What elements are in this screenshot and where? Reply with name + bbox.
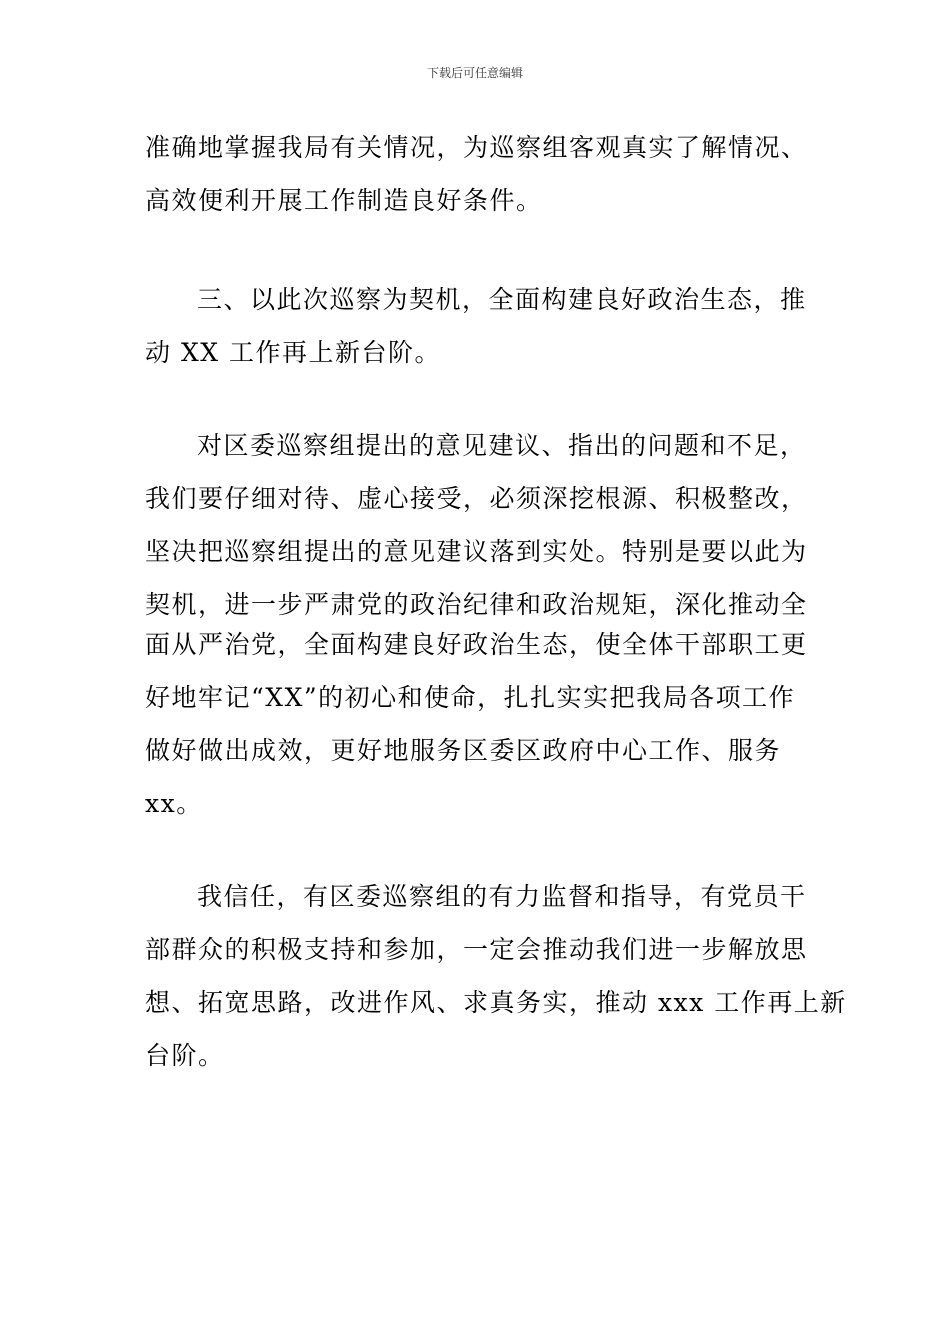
paragraph-3-line-1: 对区委巡察组提出的意见建议、指出的问题和不足， [197, 431, 807, 460]
paragraph-3-line-5: 面从严治党，全面构建良好政治生态，使全体干部职工更 [145, 630, 808, 659]
page-header: 下载后可任意编辑 [426, 66, 523, 80]
paragraph-1-line-2: 高效便利开展工作制造良好条件。 [145, 186, 543, 215]
paragraph-2-line-1: 三、以此次巡察为契机，全面构建良好政治生态，推 [197, 285, 807, 314]
paragraph-4-line-3: 想、拓宽思路，改进作风、求真务实，推动 xxx 工作再上新 [145, 988, 847, 1017]
paragraph-3-line-3: 坚决把巡察组提出的意见建议落到实处。特别是要以此为 [145, 537, 808, 566]
paragraph-4-line-2: 部群众的积极支持和参加，一定会推动我们进一步解放思 [145, 935, 808, 964]
paragraph-3-line-2: 我们要仔细对待、虚心接受，必须深挖根源、积极整改， [145, 484, 808, 513]
paragraph-1-line-1: 准确地掌握我局有关情况，为巡察组客观真实了解情况、 [145, 133, 808, 162]
paragraph-3-line-6: 好地牢记“XX”的初心和使命，扎扎实实把我局各项工作 [145, 683, 796, 712]
paragraph-2-line-2: 动 XX 工作再上新台阶。 [145, 338, 441, 367]
paragraph-3-line-7: 做好做出成效，更好地服务区委区政府中心工作、服务 [145, 736, 782, 765]
paragraph-4-line-4: 台阶。 [145, 1041, 225, 1070]
paragraph-3-line-8: xx。 [145, 789, 203, 818]
paragraph-4-line-1: 我信任，有区委巡察组的有力监督和指导，有党员干 [197, 882, 807, 911]
paragraph-3-line-4: 契机，进一步严肃党的政治纪律和政治规矩，深化推动全 [145, 590, 808, 619]
